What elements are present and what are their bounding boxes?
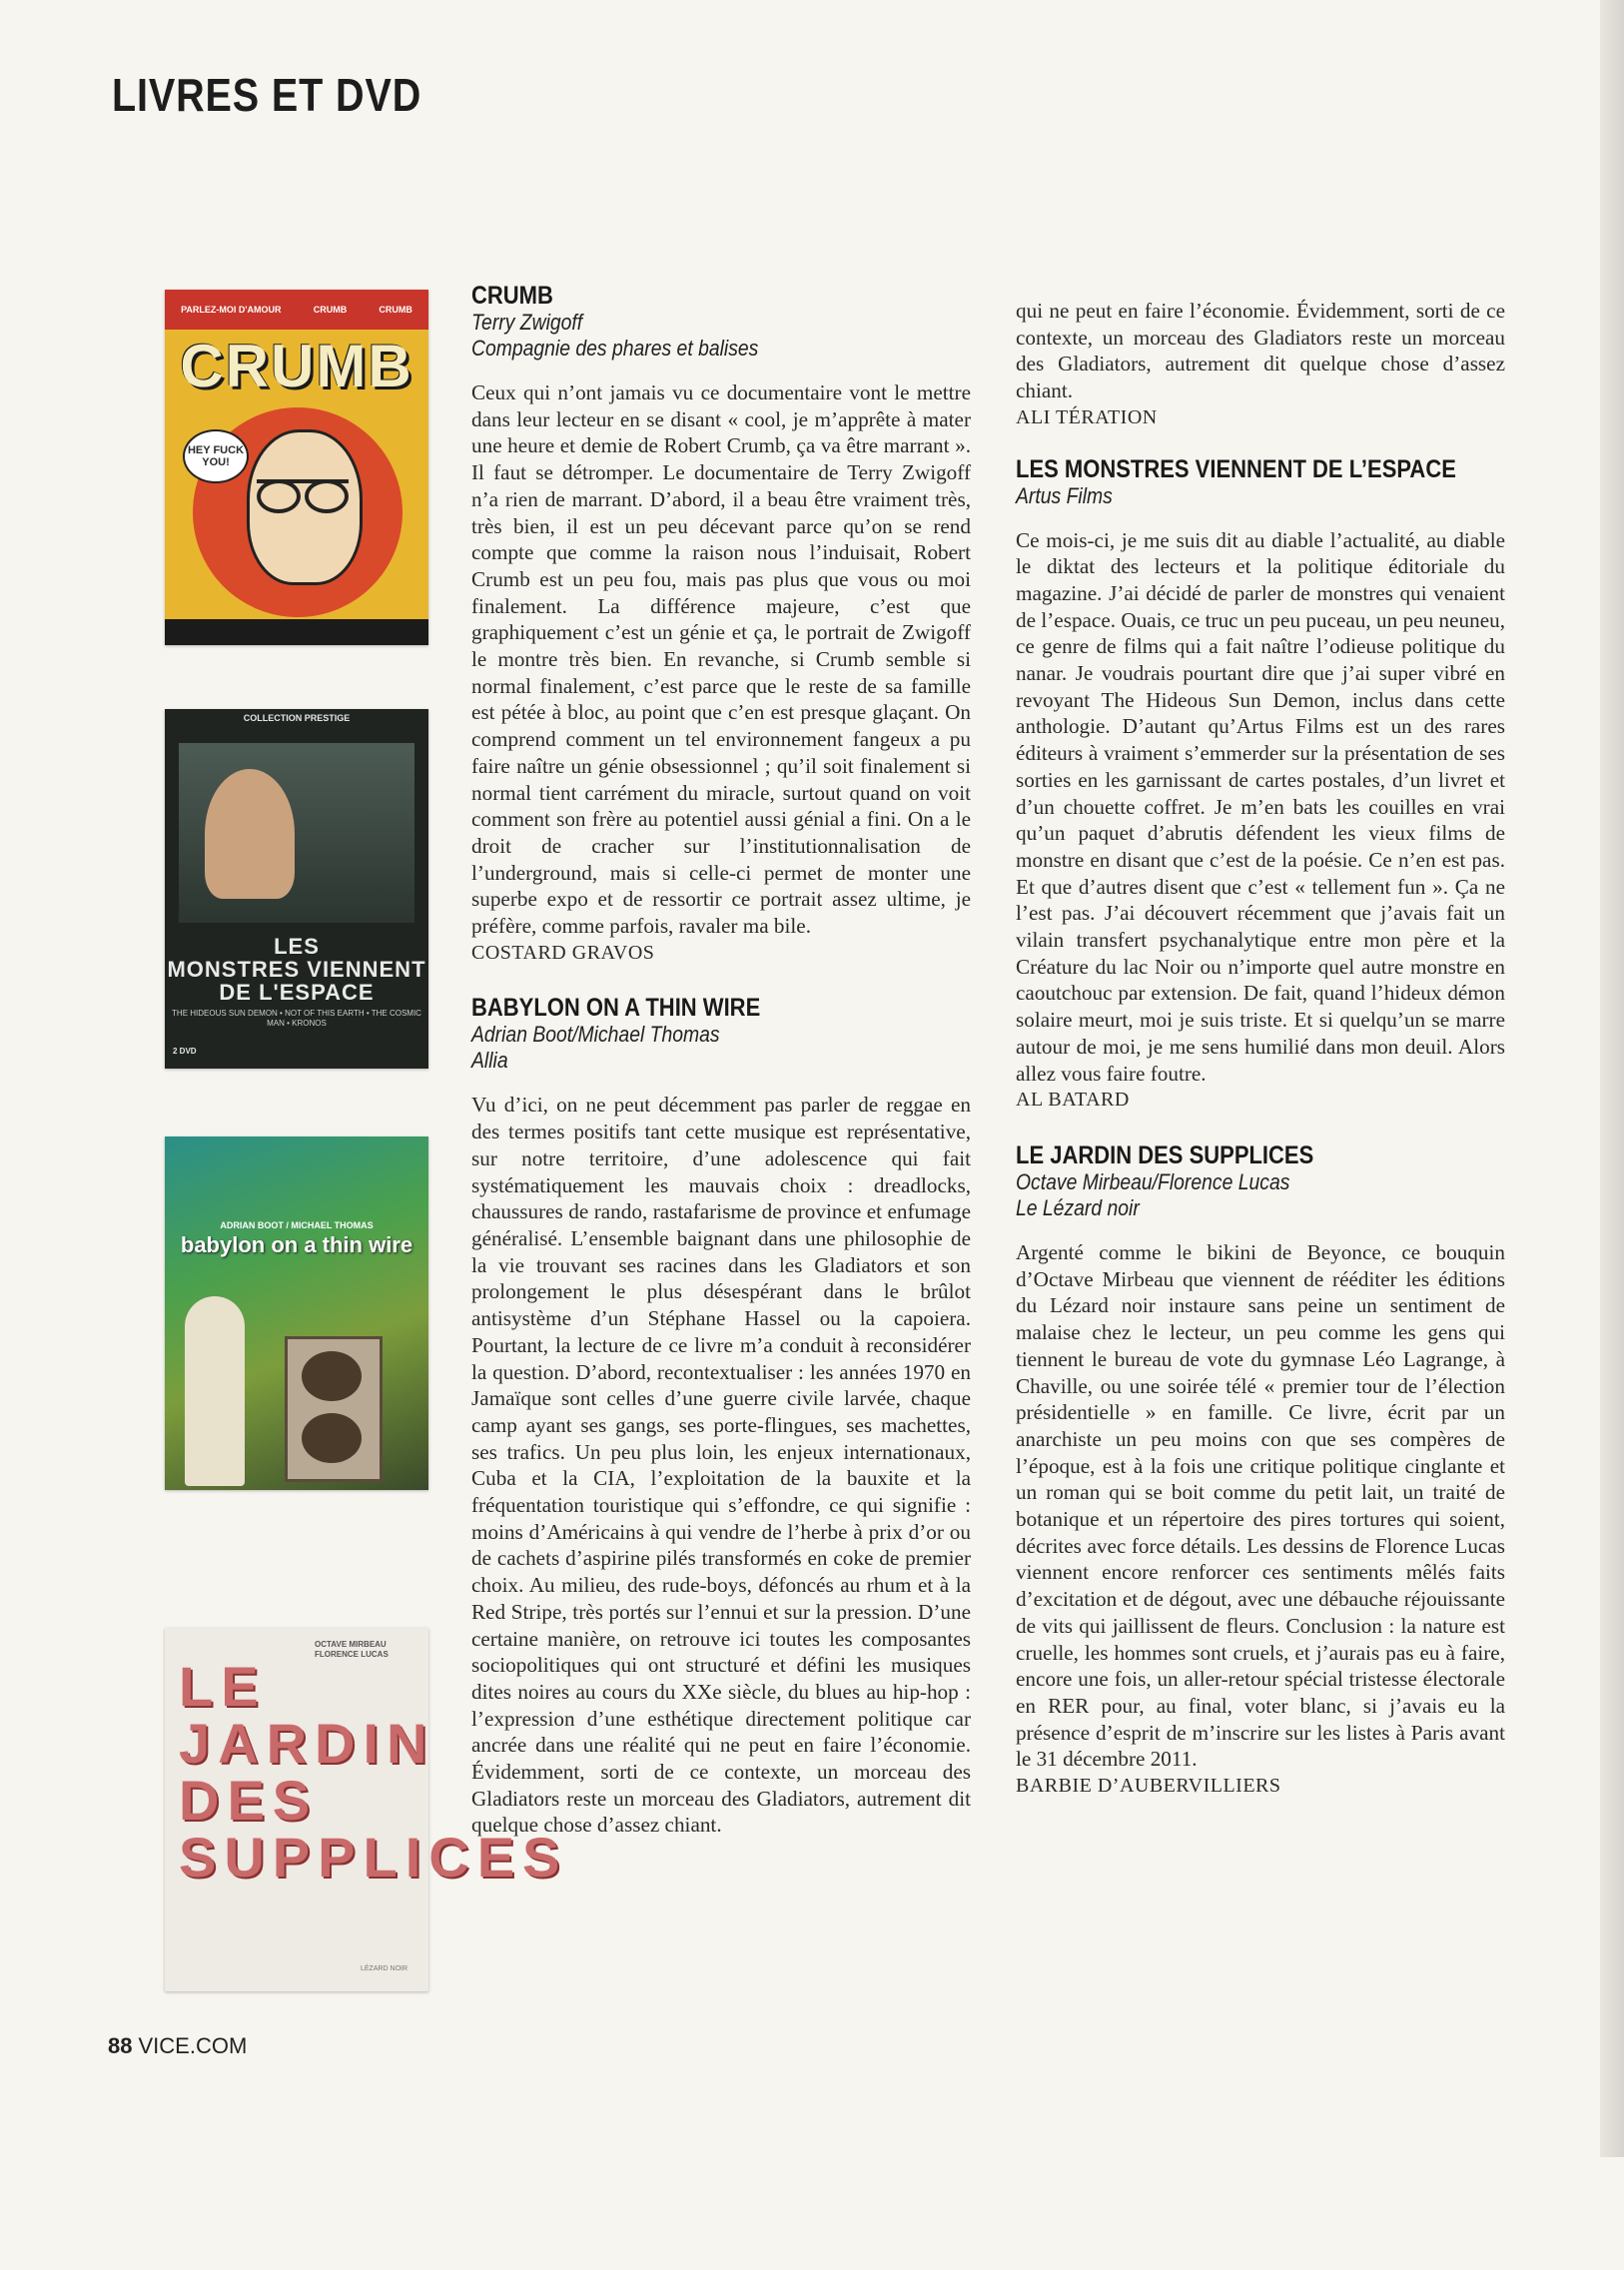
article-title: LES MONSTRES VIENNENT DE L’ESPACE: [1016, 454, 1456, 483]
article-signature: COSTARD GRAVOS: [471, 941, 655, 964]
jardin-cover-author-1: OCTAVE MIRBEAU: [315, 1640, 387, 1649]
page-footer: [108, 2033, 247, 2059]
article-publisher: Compagnie des phares et balises: [471, 336, 759, 361]
monstres-dvd-cover: [165, 709, 428, 1069]
crumb-cover-title: CRUMB: [180, 333, 413, 399]
monstres-film-list: THE HIDEOUS SUN DEMON • NOT OF THIS EARTH • THE COSMIC MAN • KRONOS: [172, 1009, 421, 1029]
crumb-cover-logos: [165, 619, 428, 645]
article-body: Argenté comme le bikini de Beyonce, ce bouquin d’Octave Mirbeau que viennent de rééditer les éditions du Lézard noir instaure sans peine un sentiment de malaise chez le lecteur, un peu comme les gens qui tiennent le bureau de vote du gymnase Léo Lagrange, à Chaville, ou une soirée télé « premier tour de l’élection présidentielle » en famille. Ce livre, écrit par un anarchiste un peu moins con que ses compères de l’époque, est à la fois une critique politique cinglante et un roman qui se boit comme du petit lait, un traité de botanique et un répertoire des pires tortures qui soient, décrites avec force détails. Les dessins de Florence Lucas viennent encore renforcer ces sentiments mêlés faits d’excitation et de dégout, avec une débauche réjouissante de vits qui jaillissent de fleurs. Conclusion : la nature est cruelle, les hommes sont cruels, et j’aurais pas eu à faire, encore une fois, un aller-retour spécial tristesse électorale en RER pour, au final, voter blanc, si j’avais eu la présence d’esprit de m’inscrire sur les listes à Paris avant le 31 décembre 2011.: [1016, 1239, 1505, 1772]
article-publisher: Le Lézard noir: [1016, 1194, 1140, 1220]
article-signature: ALI TÉRATION: [1016, 405, 1158, 428]
crumb-speech-bubble: HEY FUCK YOU!: [183, 429, 249, 483]
babylon-cover-person: [185, 1296, 245, 1486]
article-author: Terry Zwigoff: [471, 310, 583, 335]
jardin-cover-title: LE JARDIN DES SUPPLICES: [179, 1655, 568, 1890]
article-publisher: Allia: [471, 1048, 508, 1074]
article-body: Vu d’ici, on ne peut décemment pas parler de reggae en des termes positifs tant cette musique est représentative, sur notre territoire, d’une adolescence qui fait systématiquement les mauvais choix : dreadlocks, chaussures de rando, rastafarisme de province et enfumage généralisé. L’ensemble baignant dans une philosophie de la vie trouvant ses racines dans les Gladiators et son prolongement le plus désespérant dans le brûlot antisystème d’un Stéphane Hassel ou la capoiera. Pourtant, la lecture de ce livre m’a conduit à reconsidérer la question. D’abord, recontextualiser : les années 1970 en Jamaïque sont celles d’une guerre civile larvée, chaque camp ayant ses gangs, ses porte-flingues, ses machettes, ses trafics. Un peu plus loin, les enjeux internationaux, Cuba et la CIA, l’exploitation de la bauxite et la fréquentation touristique qui s’effondre, ce qui signifie : moins d’Américains à qui vendre de l’herbe à prix d’or ou de cachets d’aspirine pilés transformés en coke de premier choix. Au milieu, des rude-boys, défoncés au rhum et à la Red Stripe, très portés sur l’ennui et sur la pression. D’une certaine manière, on retrouve ici toutes les composantes sociopolitiques qui ont structuré et défini les musiques dites noires au cours du XXe siècle, du blues au hip-hop : l’expression d’une esthétique directement politique car ancrée dans une réalité qui ne peut en faire l’économie. Évidemment, sorti de ce contexte, un morceau des Gladiators reste un morceau des Gladiators, autrement dit quelque chose d’assez chiant.: [471, 1093, 971, 1838]
jardin-cover-author-2: FLORENCE LUCAS: [315, 1650, 389, 1660]
babylon-cover-title: babylon on a thin wire: [180, 1232, 413, 1257]
jardin-publisher-logo: LÉZARD NOIR: [361, 1965, 408, 1972]
monstres-title-line-3: DE L'ESPACE: [219, 980, 375, 1006]
jardin-book-cover: [165, 1628, 568, 1991]
text-column-right: [1016, 298, 1505, 1828]
article-publisher: Artus Films: [1016, 482, 1113, 508]
article-title: CRUMB: [471, 282, 553, 310]
crumb-cover-topbar: [165, 290, 428, 330]
footer-site: VICE.COM: [138, 2033, 248, 2058]
monstres-dvd-badge: 2 DVD: [173, 1047, 197, 1056]
article-author: Adrian Boot/Michael Thomas: [471, 1022, 720, 1048]
crumb-top-label-1: PARLEZ-MOI D'AMOUR: [181, 305, 282, 315]
monstres-cover-figure: [205, 769, 295, 899]
speaker-icon: [285, 1336, 383, 1482]
page-gutter-shadow: [1600, 0, 1624, 2157]
article-title: BABYLON ON A THIN WIRE: [471, 994, 761, 1023]
glasses-icon: [257, 479, 349, 505]
babylon-cover-authors: ADRIAN BOOT / MICHAEL THOMAS: [220, 1220, 374, 1230]
monstres-collection-label: COLLECTION PRESTIGE: [243, 713, 351, 723]
article-crumb: [471, 282, 971, 966]
article-signature: AL BATARD: [1016, 1089, 1130, 1112]
monstres-title-line-1: LES: [274, 934, 320, 959]
crumb-dvd-cover: [165, 290, 428, 645]
section-title: LIVRES ET DVD: [112, 69, 422, 121]
article-monstres: [1016, 455, 1505, 1114]
article-author: Octave Mirbeau/Florence Lucas: [1016, 1168, 1290, 1194]
monstres-title-line-2: MONSTRES VIENNENT: [167, 957, 426, 983]
article-body: Ce mois-ci, je me suis dit au diable l’actualité, au diable le diktat des lecteurs et la politique éditoriale du magazine. J’ai décidé de parler de monstres qui venaient de l’espace. Ouais, ce truc un peu puceau, un peu neuneu, ce genre de films qui a fait naître l’odieuse politique du nanar. Je voudrais pourtant dire que j’ai super vibré en revoyant The Hideous Sun Demon, inclus dans cette anthologie. D’autant qu’Artus Films est un des rares éditeurs à vraiment s’emmerder sur la présentation de ses sorties en les garnissant de cartes postales, d’un livret et d’un chouette coffret. Je m’en bats les couilles en vrai qu’un paquet d’abrutis défendent les vieux films de monstre en disant que c’est de la poésie. Ce n’en est pas. Et que d’autres disent que c’est « tellement fun ». Ça ne l’est pas. J’ai découvert récemment que j’avais fait un vilain transfert psychanalytique entre mon père et la Créature du lac Noir ou n’importe quel autre monstre en caoutchouc par extension. De fait, quand l’hideux démon solaire meurt, moi je suis triste. Et si quelqu’un se marre autour de moi, je me sens humilié dans mon deuil. Alors allez vous faire foutre.: [1016, 527, 1505, 1086]
article-title: LE JARDIN DES SUPPLICES: [1016, 1140, 1314, 1169]
page-number: 88: [108, 2033, 133, 2058]
article-body-continued: qui ne peut en faire l’économie. Évidemment, sorti de ce contexte, un morceau des Gladiators reste un morceau des Gladiators, autrement dit quelque chose d’assez chiant.: [1016, 299, 1505, 403]
article-body: Ceux qui n’ont jamais vu ce documentaire vont le mettre dans leur lecteur en se disant « cool, je m’apprête à mater une heure et demie de Robert Crumb, ça va être marrant ». Il faut se détromper. Le documentaire de Terry Zwigoff n’a rien de marrant. D’abord, il a beau être vraiment très, très bien, il est un peu décevant parce qu’on se rend compte que comme la raison nous l’induisait, Robert Crumb est un peu fou, mais pas plus que vous ou moi finalement. La différence majeure, c’est que graphiquement c’est un génie et ça, le portrait de Zwigoff le montre très bien. En revanche, si Crumb semble si normal finalement, c’est parce que le reste de sa famille est pétée à bloc, au point que c’en est presque glaçant. On comprend comment un tel environnement fangeux a pu faire naître un génie obsessionnel ; qu’il soit finalement si normal tient carrément du miracle, surtout quand on voit comment son frère au potentiel aussi génial a fini. On a le droit de cracher sur l’institutionnalisation de l’underground, mais si celle-ci permet de monter une superbe expo et de ressortir ce portrait assez ultime, je préfère, comme parfois, ravaler ma bile.: [471, 380, 971, 939]
crumb-top-label-3: CRUMB: [379, 305, 412, 315]
article-babylon-signature-wrap: [1016, 404, 1505, 431]
monstres-cover-title: [165, 935, 428, 1004]
text-column-left: [471, 282, 971, 2270]
babylon-book-cover: [165, 1136, 428, 1490]
article-signature: BARBIE D’AUBERVILLIERS: [1016, 1775, 1281, 1798]
crumb-top-label-2: CRUMB: [313, 305, 348, 315]
article-jardin: [1016, 1141, 1505, 1800]
article-babylon: [471, 994, 971, 2242]
